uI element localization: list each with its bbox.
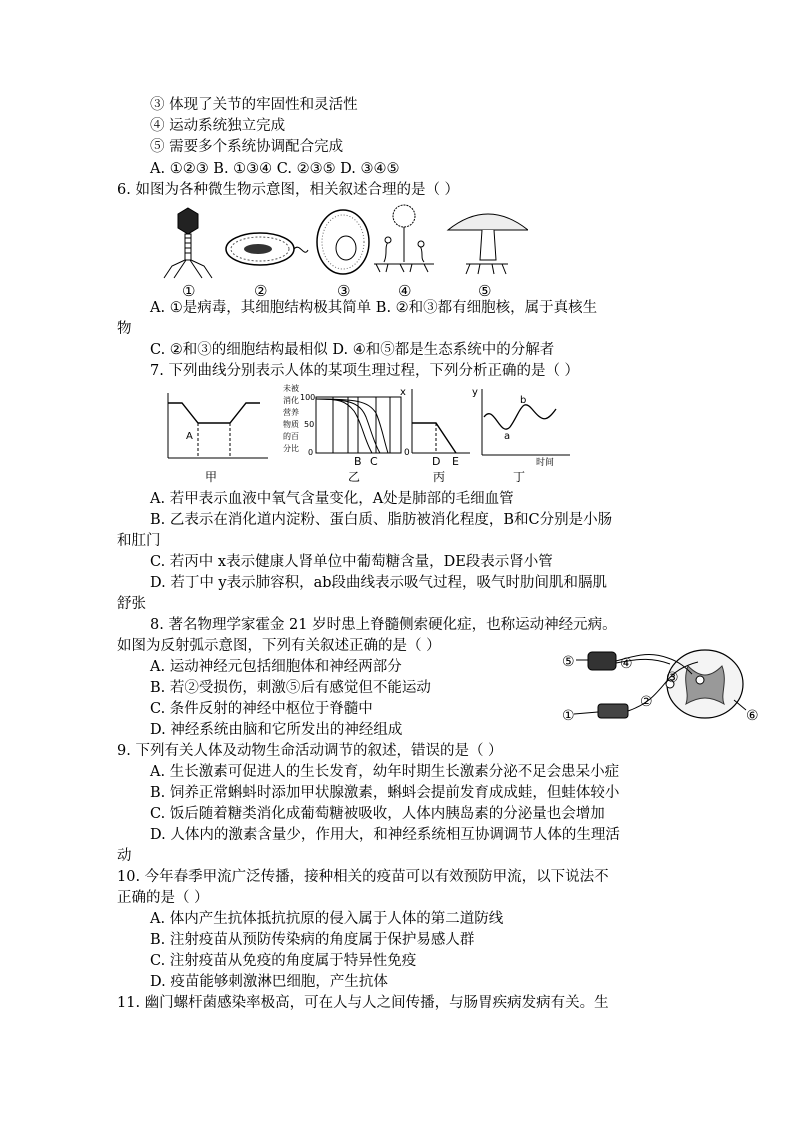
q7-option-d-cont: 舒张 (117, 596, 146, 612)
svg-text:的百: 的百 (283, 432, 299, 441)
receptor-drawing (598, 704, 628, 718)
q9-option-a: A. 生长激素可促进人的生长发育，幼年时期生长激素分泌不足会患呆小症 (150, 764, 620, 780)
svg-text:a: a (504, 431, 511, 442)
svg-text:x: x (400, 387, 406, 398)
q8-stem-cont: 如图为反射弧示意图，下列有关叙述正确的是（ ） (117, 638, 441, 654)
q7-option-d: D. 若丁中 y表示肺容积，ab段曲线表示吸气过程，吸气时肋间肌和膈肌 (150, 575, 608, 591)
svg-text:④: ④ (620, 656, 633, 672)
q8-option-b: B. 若②受损伤，刺激⑤后有感觉但不能运动 (150, 680, 431, 696)
yeast-drawing (317, 210, 369, 274)
q7-option-a: A. 若甲表示血液中氧气含量变化，A处是肺部的毛细血管 (150, 491, 514, 507)
fig6-label-1: ① (182, 282, 196, 300)
svg-text:消化: 消化 (283, 396, 299, 405)
q10-option-b: B. 注射疫苗从预防传染病的角度属于保护易感人群 (150, 932, 475, 948)
graph-bing (400, 387, 470, 484)
svg-text:A: A (186, 431, 193, 442)
svg-text:b: b (520, 395, 527, 406)
svg-text:0: 0 (404, 448, 410, 458)
effector-drawing (588, 652, 616, 670)
svg-text:物质: 物质 (283, 420, 299, 429)
q11-stem: 11. 幽门螺杆菌感染率极高，可在人与人之间传播，与肠胃疾病发病有关。生 (117, 995, 609, 1011)
q6-stem: 6. 如图为各种微生物示意图，相关叙述合理的是（ ） (117, 182, 460, 198)
q9-option-b: B. 饲养正常蝌蚪时添加甲状腺激素，蝌蚪会提前发育成成蛙，但蛙体较小 (150, 785, 620, 801)
svg-text:0: 0 (308, 448, 314, 457)
q9-stem: 9. 下列有关人体及动物生命活动调节的叙述，错误的是（ ） (117, 743, 503, 759)
q8-stem: 8. 著名物理学家霍金 21 岁时患上脊髓侧索硬化症，也称运动神经元病。 (150, 617, 617, 633)
mushroom-drawing (448, 214, 528, 274)
mold-drawing (374, 205, 434, 272)
q8-option-d: D. 神经系统由脑和它所发出的神经组成 (150, 722, 403, 738)
q7-stem: 7. 下列曲线分别表示人体的某项生理过程，下列分析正确的是（ ） (150, 363, 580, 379)
q9-option-d: D. 人体内的激素含量少，作用大，和神经系统相互协调调节人体的生理活 (150, 827, 620, 843)
graph-yi (283, 383, 401, 484)
fig6-label-2: ② (254, 282, 268, 300)
q10-option-a: A. 体内产生抗体抵抗抗原的侵入属于人体的第二道防线 (150, 911, 504, 927)
q10-stem-cont: 正确的是（ ） (117, 890, 209, 906)
q7-option-c: C. 若丙中 x表示健康人肾单位中葡萄糖含量，DE段表示肾小管 (150, 554, 553, 570)
q9-option-c: C. 饭后随着糖类消化成葡萄糖被吸收，人体内胰岛素的分泌量也会增加 (150, 806, 605, 822)
graph-jia (168, 393, 268, 484)
svg-text:E: E (452, 455, 459, 468)
svg-text:⑥: ⑥ (746, 708, 759, 724)
svg-text:②: ② (640, 694, 653, 710)
reflex-arc-figure (560, 644, 766, 734)
svg-text:营养: 营养 (283, 408, 299, 417)
bacterium-drawing (226, 233, 308, 265)
fig6-label-4: ④ (398, 282, 412, 300)
svg-text:甲: 甲 (205, 470, 218, 484)
q5-statement-3: ③ 体现了关节的牢固性和灵活性 (150, 97, 358, 113)
q10-stem: 10. 今年春季甲流广泛传播，接种相关的疫苗可以有效预防甲流，以下说法不 (117, 869, 609, 885)
svg-text:③: ③ (666, 670, 679, 686)
svg-text:y: y (472, 387, 478, 398)
graph-ding (472, 387, 570, 484)
svg-text:100: 100 (300, 393, 316, 402)
q8-option-c: C. 条件反射的神经中枢位于脊髓中 (150, 701, 373, 717)
svg-text:50: 50 (304, 420, 315, 429)
svg-text:乙: 乙 (348, 470, 361, 484)
q10-option-c: C. 注射疫苗从免疫的角度属于特异性免疫 (150, 953, 417, 969)
svg-text:①: ① (562, 708, 575, 724)
fig6-label-5: ⑤ (478, 282, 492, 300)
svg-text:未被: 未被 (283, 384, 299, 393)
q9-option-d-cont: 动 (117, 848, 132, 864)
svg-text:丁: 丁 (513, 470, 526, 484)
q5-statement-5: ⑤ 需要多个系统协调配合完成 (150, 139, 344, 155)
q8-option-a: A. 运动神经元包括细胞体和神经两部分 (150, 659, 402, 675)
q6-option-ab-cont: 物 (117, 321, 132, 337)
svg-text:⑤: ⑤ (562, 654, 575, 670)
q6-option-ab: A. ①是病毒，其细胞结构极其简单 B. ②和③都有细胞核，属于真核生 (150, 300, 598, 316)
q5-options: A. ①②③ B. ①③④ C. ②③⑤ D. ③④⑤ (150, 161, 400, 177)
svg-text:丙: 丙 (433, 470, 446, 484)
q7-option-b: B. 乙表示在消化道内淀粉、蛋白质、脂肪被消化程度，B和C分别是小肠 (150, 512, 613, 528)
svg-text:B: B (354, 455, 362, 468)
q7-option-b-cont: 和肛门 (117, 533, 161, 549)
q10-option-d: D. 疫苗能够刺激淋巴细胞，产生抗体 (150, 974, 388, 990)
svg-text:时间: 时间 (536, 458, 555, 468)
physiology-curves-figure (150, 383, 580, 488)
microorganism-figure (148, 202, 528, 300)
q5-statement-4: ④ 运动系统独立完成 (150, 118, 286, 134)
svg-text:C: C (370, 455, 378, 468)
svg-text:分比: 分比 (283, 444, 299, 453)
q6-option-cd: C. ②和③的细胞结构最相似 D. ④和⑤都是生态系统中的分解者 (150, 342, 555, 358)
svg-text:D: D (432, 455, 441, 468)
bacteriophage-drawing (164, 208, 212, 278)
fig6-label-3: ③ (337, 282, 351, 300)
